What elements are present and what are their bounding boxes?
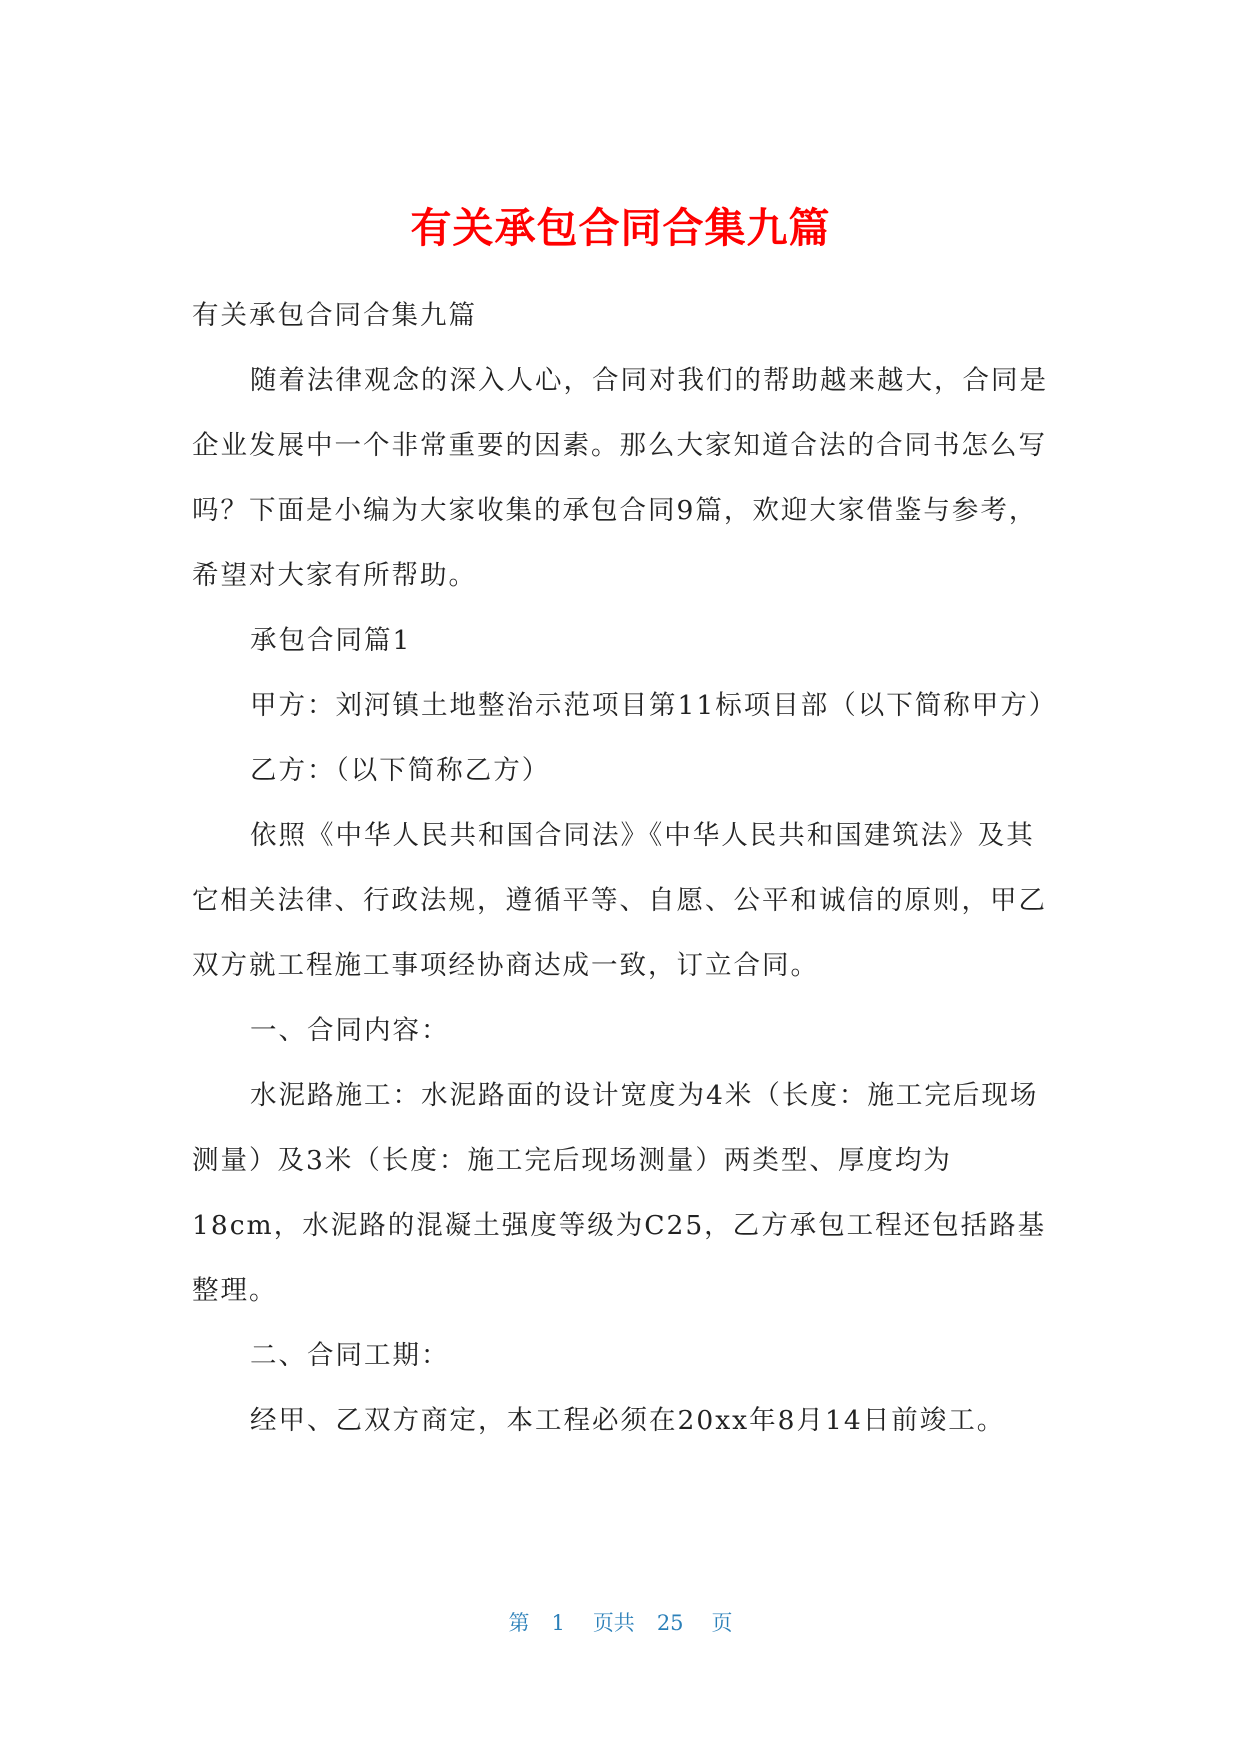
paragraph-section-heading: 承包合同篇1	[250, 625, 412, 656]
paragraph-party-b: 乙方：（以下简称乙方）	[250, 755, 551, 786]
paragraph-clause-heading-2: 二、合同工期：	[250, 1340, 450, 1371]
paragraph-party-a: 甲方：刘河镇土地整治示范项目第11标项目部（以下简称甲方）	[250, 690, 1058, 721]
footer-current-page: 1	[551, 1611, 565, 1635]
paragraph-legal-basis: 依照《中华人民共和国合同法》《中华人民共和国建筑法》及其它相关法律、行政法规，遵循平等、自愿、公平和诚信的原则，甲乙双方就工程施工事项经协商达成一致，订立合同。	[192, 820, 1047, 981]
footer-middle: 页共	[592, 1611, 635, 1635]
paragraph-intro: 随着法律观念的深入人心，合同对我们的帮助越来越大，合同是企业发展中一个非常重要的因素。那么大家知道合法的合同书怎么写吗？下面是小编为大家收集的承包合同9篇，欢迎大家借鉴与参考，希望对大家有所帮助。	[192, 365, 1048, 591]
paragraph-clause-heading-1: 一、合同内容：	[250, 1015, 450, 1046]
paragraph-clause-content-2: 经甲、乙双方商定，本工程必须在20xx年8月14日前竣工。	[250, 1405, 1006, 1436]
document-body	[192, 283, 1062, 1453]
footer-total-pages: 25	[656, 1611, 684, 1635]
page-footer	[0, 1608, 1241, 1638]
document-title: 有关承包合同合集九篇	[410, 204, 831, 252]
paragraph-subtitle: 有关承包合同合集九篇	[192, 300, 477, 331]
footer-suffix: 页	[711, 1611, 733, 1635]
paragraph-clause-content-1: 水泥路施工：水泥路面的设计宽度为4米（长度：施工完后现场测量）及3米（长度：施工完后现场测量）两类型、厚度均为18cm，水泥路的混凝土强度等级为C25，乙方承包工程还包括路基整理。	[192, 1080, 1047, 1306]
footer-prefix: 第	[508, 1611, 530, 1635]
